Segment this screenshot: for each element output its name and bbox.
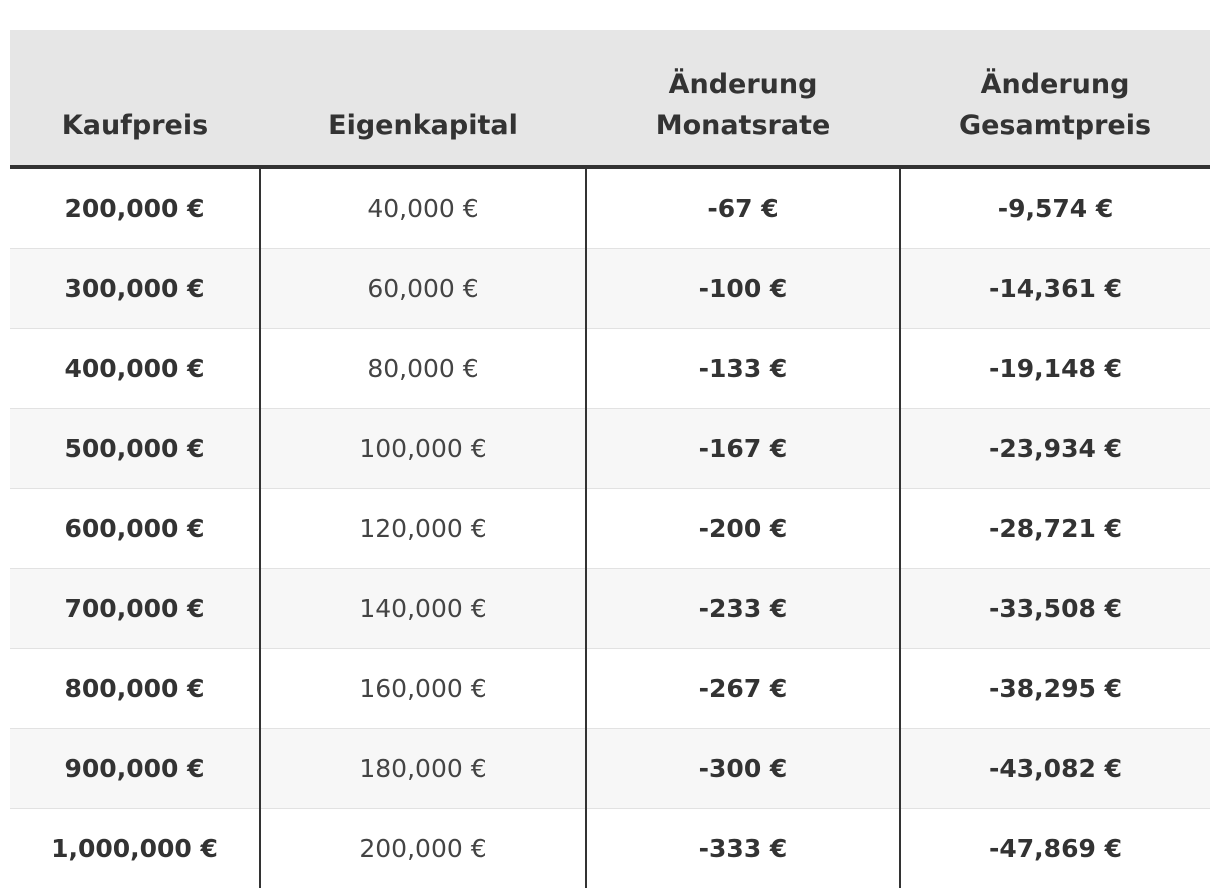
header-aenderung-monatsrate	[586, 30, 900, 167]
cell-kaufpreis: 700,000 €	[10, 569, 260, 649]
header-line: Kaufpreis	[18, 105, 252, 146]
cell-eigenkapital: 160,000 €	[260, 649, 586, 729]
cell-kaufpreis: 500,000 €	[10, 409, 260, 489]
cell-aenderung-monatsrate: -200 €	[586, 489, 900, 569]
header-row	[10, 30, 1210, 167]
header-line: Änderung	[594, 64, 892, 105]
price-comparison-table	[10, 30, 1210, 888]
cell-kaufpreis: 300,000 €	[10, 249, 260, 329]
table-row	[10, 329, 1210, 409]
cell-aenderung-monatsrate: -267 €	[586, 649, 900, 729]
cell-aenderung-gesamtpreis: -43,082 €	[900, 729, 1210, 809]
cell-kaufpreis: 200,000 €	[10, 167, 260, 249]
cell-eigenkapital: 140,000 €	[260, 569, 586, 649]
cell-eigenkapital: 60,000 €	[260, 249, 586, 329]
cell-aenderung-gesamtpreis: -14,361 €	[900, 249, 1210, 329]
cell-eigenkapital: 40,000 €	[260, 167, 586, 249]
cell-kaufpreis: 400,000 €	[10, 329, 260, 409]
cell-aenderung-gesamtpreis: -19,148 €	[900, 329, 1210, 409]
cell-kaufpreis: 1,000,000 €	[10, 809, 260, 888]
table-row	[10, 249, 1210, 329]
cell-aenderung-gesamtpreis: -38,295 €	[900, 649, 1210, 729]
table-row	[10, 489, 1210, 569]
header-line: Gesamtpreis	[908, 105, 1202, 146]
cell-aenderung-monatsrate: -100 €	[586, 249, 900, 329]
table-row	[10, 649, 1210, 729]
cell-eigenkapital: 120,000 €	[260, 489, 586, 569]
cell-aenderung-monatsrate: -333 €	[586, 809, 900, 888]
header-kaufpreis	[10, 30, 260, 167]
cell-aenderung-monatsrate: -133 €	[586, 329, 900, 409]
cell-kaufpreis: 800,000 €	[10, 649, 260, 729]
cell-aenderung-monatsrate: -67 €	[586, 167, 900, 249]
cell-kaufpreis: 900,000 €	[10, 729, 260, 809]
cell-kaufpreis: 600,000 €	[10, 489, 260, 569]
header-line: Änderung	[908, 64, 1202, 105]
table-row	[10, 409, 1210, 489]
cell-aenderung-gesamtpreis: -23,934 €	[900, 409, 1210, 489]
table-row	[10, 167, 1210, 249]
header-eigenkapital	[260, 30, 586, 167]
header-aenderung-gesamtpreis	[900, 30, 1210, 167]
table-row	[10, 569, 1210, 649]
cell-eigenkapital: 100,000 €	[260, 409, 586, 489]
cell-aenderung-gesamtpreis: -33,508 €	[900, 569, 1210, 649]
cell-eigenkapital: 80,000 €	[260, 329, 586, 409]
cell-aenderung-monatsrate: -300 €	[586, 729, 900, 809]
cell-eigenkapital: 180,000 €	[260, 729, 586, 809]
cell-eigenkapital: 200,000 €	[260, 809, 586, 888]
cell-aenderung-gesamtpreis: -28,721 €	[900, 489, 1210, 569]
table-row	[10, 729, 1210, 809]
cell-aenderung-monatsrate: -233 €	[586, 569, 900, 649]
table-row	[10, 809, 1210, 888]
table-header	[10, 30, 1210, 167]
header-line: Eigenkapital	[268, 105, 578, 146]
cell-aenderung-gesamtpreis: -47,869 €	[900, 809, 1210, 888]
cell-aenderung-gesamtpreis: -9,574 €	[900, 167, 1210, 249]
cell-aenderung-monatsrate: -167 €	[586, 409, 900, 489]
table-body	[10, 167, 1210, 888]
header-line: Monatsrate	[594, 105, 892, 146]
